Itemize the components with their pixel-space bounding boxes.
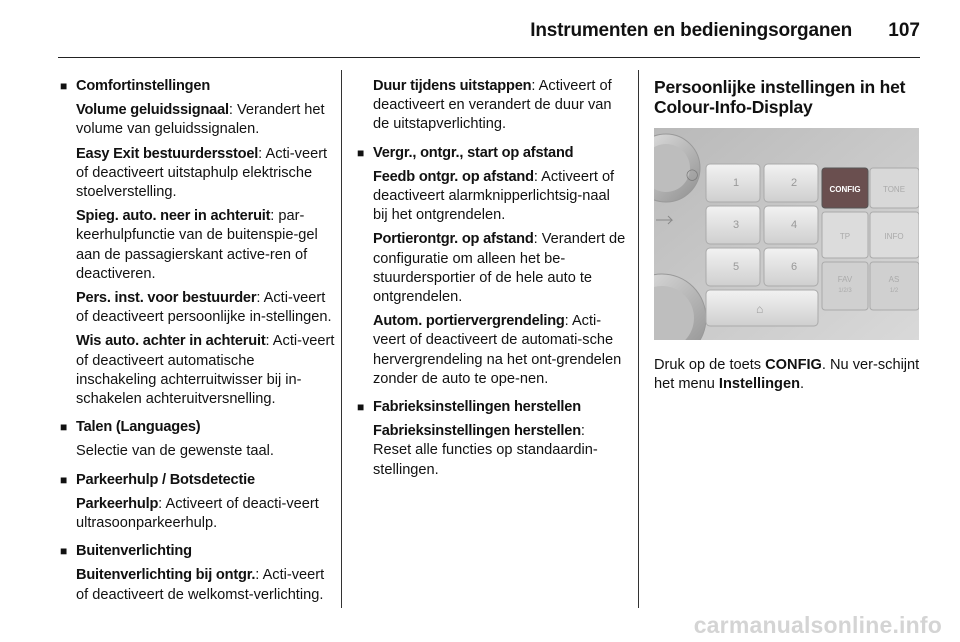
entry-text: : Reset alle functies op standaardin-stellingen. [373,423,598,478]
control-panel-photo [654,128,919,340]
entry-text: : Acti-veert of deactiveert uitstaphulp elektrische stoelverstelling. [76,145,328,201]
info-button-label: INFO [884,232,904,241]
key-2: 2 [791,177,798,189]
entry-text: : Acti-veert of deactiveert de automati-sche hervergrendeling na het ont-grendelen zonder de auto te ope-nen. [373,313,622,387]
watermark: carmanualsonline.info [693,612,942,638]
key-5: 5 [733,261,740,273]
caption-menu-name: Instellingen [718,376,800,393]
entry-term: Buitenverlichting bij ontgr. [76,567,256,584]
entry-term: Feedb ontgr. op afstand [373,168,534,185]
fav-button-label: FAV [837,275,853,284]
entry-text: : Verandert de configuratie om alleen het be-stuurdersportier of de hele auto te ontgrendelen. [373,231,626,306]
entry-term: Easy Exit bestuurdersstoel [76,145,259,162]
section-exterior-lighting [60,542,335,605]
section-title: Comfortinstellingen [76,78,211,94]
home-icon: ⌂ [756,302,764,316]
entry-exit-duration [357,77,627,135]
caption-text: . [800,376,805,393]
control-panel-illustration [654,128,919,340]
entry-easy-exit [76,145,335,203]
entry-welcome-light [76,566,335,604]
as-button-sublabel: 1/2 [889,288,899,294]
section-title: Parkeerhulp / Botsdetectie [76,471,255,488]
section-title: Fabrieksinstellingen herstellen [373,399,581,416]
entry-term: Parkeerhulp [76,495,159,512]
entry-term: Duur tijdens uitstappen [373,78,532,94]
entry-text: : Activeert of deacti-veert ultrasoonparkeerhulp. [76,495,319,532]
entry-text: : Acti-veert of deactiveert persoonlijke in-stellingen. [76,290,332,326]
entry-text: : Verandert het volume van geluidssignalen. [76,102,325,138]
entry-text: : Activeert of deactiveert alarmknipperlichtsig-naal bij het ontgrendelen. [373,168,615,224]
entry-text: Selectie van de gewenste taal. [76,443,274,460]
entry-text: : Activeert of deactiveert en verandert de duur van de uitstapverlichting. [373,78,612,133]
entry-personal [76,289,335,327]
bullet-icon: ■ [60,544,68,559]
bullet-icon: ■ [357,400,365,415]
svg-text:◯: ◯ [686,169,699,181]
page-header [0,0,960,60]
column-3 [654,77,922,394]
bullet-icon: ■ [60,472,68,487]
entry-language [76,442,335,461]
key-3: 3 [733,219,740,231]
section-heading: Persoonlijke instellingen in het Colour-Info-Display [654,77,906,117]
bullet-icon: ■ [357,145,365,160]
header-rule [58,57,920,58]
photo-caption [654,356,922,394]
caption-text: Druk op de toets [654,357,766,373]
entry-term: Spieg. auto. neer in achteruit [76,208,271,225]
entry-unlock-feedback [373,168,627,226]
key-1: 1 [733,177,740,189]
entry-volume [76,101,335,139]
entry-park-assist [76,495,335,533]
key-6: 6 [791,261,798,273]
section-parking [60,471,335,534]
entry-rear-wiper [76,332,335,409]
caption-text: . Nu ver-schijnt het menu [654,357,920,393]
entry-mirror [76,207,335,284]
config-button-label: CONFIG [829,185,861,194]
entry-term: Autom. portiervergrendeling [373,313,565,330]
entry-text: : par-keerhulpfunctie van de buitenspie-gel aan de passagierskant active-ren of deactiveren. [76,208,318,282]
section-title: Vergr., ontgr., start op afstand [373,144,574,161]
column-2 [357,77,627,485]
key-4: 4 [791,219,798,231]
section-languages [60,418,335,461]
entry-text: : Acti-veert of deactiveert automatische inschakeling achterruitwisser bij in-schakelen achteruitversnelling. [76,333,335,408]
entry-term: Wis auto. achter in achteruit [76,333,266,350]
section-comfort [60,77,335,409]
column-divider-1 [341,70,342,608]
bullet-icon: ■ [60,79,68,93]
section-title: Buitenverlichting [76,543,192,560]
column-1 [60,77,335,610]
entry-text: : Acti-veert of deactiveert de welkomst-verlichting. [76,567,325,603]
entry-auto-lock [373,312,627,389]
tp-button-label: TP [839,232,851,241]
column-divider-2 [638,70,639,608]
as-button-label: AS [888,275,900,284]
section-factory-reset [357,398,627,480]
caption-config: CONFIG [765,357,822,373]
bullet-icon: ■ [60,420,68,435]
page-number: 107 [888,20,920,41]
entry-reset [373,422,627,480]
entry-term: Fabrieksinstellingen herstellen [373,423,581,440]
tone-button-label: TONE [882,185,906,194]
section-remote-lock [357,144,627,389]
entry-term: Volume geluidssignaal [76,102,229,119]
entry-term: Portierontgr. op afstand [373,231,534,248]
section-title: Talen (Languages) [76,419,201,436]
fav-button-sublabel: 1/2/3 [838,288,852,294]
entry-door-unlock [373,230,627,307]
header-title: Instrumenten en bedieningsorganen [530,20,852,41]
entry-term: Pers. inst. voor bestuurder [76,290,257,307]
